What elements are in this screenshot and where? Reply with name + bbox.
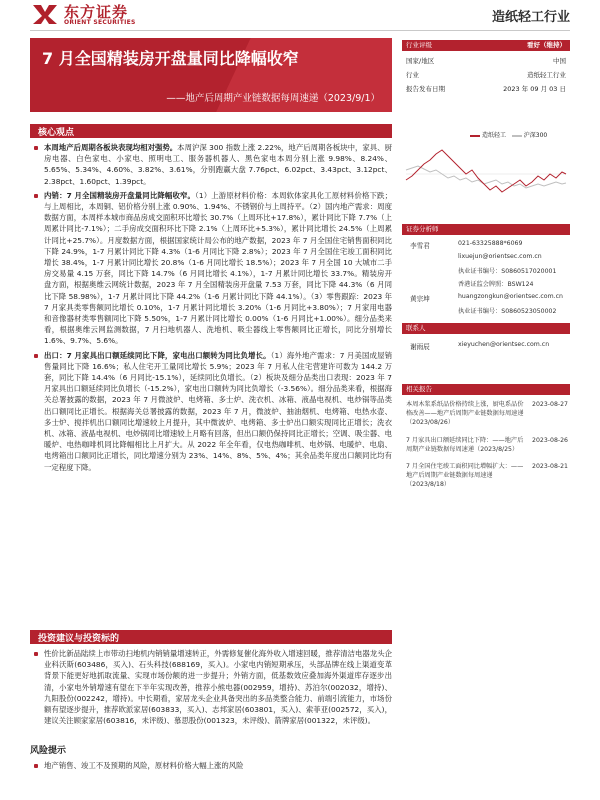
analyst-name: 黄宗坤 <box>410 295 430 303</box>
bullet-text: （1）上游原材料价格：本周软体家具化工原材料价格下跌；与上周相比，本周铜、铝价格分别上涨 0.90%、1.94%、不锈钢价与上周持平。（2）国内地产需求：周度数据方面，本周样本城市商品房成交面积环比增长 30.7%（上周环比+17.8%），累计同比下降 7.7%（上周累计同比-7.1%）；二手房成交面积环比下降 2.1%（上周环比+5.3%），累计同比增长 24.5%（上周累计同比+25.7%）。月度数据方面，根据国家统计局公布的地产数据，2023 年 7 月全国住宅销售面积同比下降 24.9%，1-7 月累计同比下降 4.3%（1-6 月同比下降 2.8%）；2023 年 7 月全国住宅竣工面积同比增长 38.4%，1-7 月累计同比增长 20.8%（1-6 月同比增长 18.5%）；2023 年 7 月全国 10 大城市二手房交易量 4.15 万套，同比下降 14.7%（6 月同比增长 4.1%），1-7 月累计同比增长 33.7%。精装房开盘方面，根据奥维云网统计数据，2023 年 7 月全国精装房开盘量 7.53 万套，同比下降 44.3%（6 月同比下降 58.98%），1-7 月累计同比下降 44.2%（1-6 月累计同比下降 44.1%）。（3）零售跟踪：2023 年 7 月家具类零售额同比增长 0.10%，1-7 月累计同比增长 3.20%（1-6 月同比+3.80%）；7 月家用电器和音像器材类零售额同比下降 5.50%，1-7 月累计同比增长 0.00%（1-6 月同比+1.00%）。细分品类来看，根据奥维云网监测数据，7 月扫地机器人、洗地机、吸尘器线上零售额同比正增长，同比分别增长 1.6%、9.7%、5.6%。 <box>44 190 392 346</box>
related-report-title[interactable]: 7 月全国住宅竣工面积同比增幅扩大：——地产后周期产业链数据每周速递（2023/8/18） <box>406 463 524 488</box>
brand-name-en: ORIENT SECURITIES <box>64 19 136 26</box>
series-line-index <box>406 166 566 188</box>
related-report-item[interactable] <box>402 400 570 430</box>
chart-legend <box>470 130 547 139</box>
info-key: 报告发布日期 <box>406 85 445 93</box>
bullet-text: 地产销售、竣工不及预期的风险，原材料价格大幅上涨的风险 <box>44 761 244 770</box>
brand-logo <box>30 2 160 28</box>
info-row-region <box>402 56 570 68</box>
header-divider <box>30 30 570 31</box>
bullet-text: 性价比新品陆续上市带动扫地机内销销量增速转正，外需修复催化海外收入增速回暖，推荐清洁电器龙头企业科沃斯(603486，买入)、石头科技(688169，买入)。小家电内销短期承压，头部品牌在线上渠道变革背景下能更好地抓取流量、实现市场份额的进一步提升；外销方面，低基数效应叠加海外渠道库存逐步出清，小家电外销增速有望在下半年实现改善，推荐小熊电器(002959，增持)、苏泊尔(002032，增持)、九阳股份(002242，增持)。中长期看，家居龙头企业具备突出的多品类整合能力、前端引流能力，市场份额有望逐步提升，推荐欧派家居(603833，买入)、志邦家居(603801，买入)、索菲亚(002572，买入)，建议关注顾家家居(603816，未评级)、慕思股份(001323，未评级)、箭牌家居(001322，未评级)。 <box>44 649 392 726</box>
report-subtitle: ——地产后周期产业链数据每周速递（2023/9/1） <box>166 93 380 104</box>
bullet-paragraph <box>30 648 392 726</box>
analyst-email[interactable]: lixuejun@orientsec.com.cn <box>458 253 542 260</box>
section-risk-label: 风险提示 <box>30 746 67 756</box>
related-report-item[interactable] <box>402 462 570 492</box>
report-title: 7 月全国精装房开盘量同比降幅收窄 <box>42 49 299 68</box>
section-core-points <box>30 124 392 138</box>
core-points-list <box>30 142 392 476</box>
risk-points-list <box>30 760 392 774</box>
section-invest-label: 投资建议与投资标的 <box>38 634 120 644</box>
analyst-hk-license: 香港证监会牌照：BSW124 <box>458 281 534 288</box>
brand-name-cn: 东方证券 <box>64 3 129 21</box>
rating-label: 行业评级 <box>406 41 432 49</box>
related-report-date: 2023-08-27 <box>532 401 568 408</box>
info-key: 行业 <box>406 71 419 79</box>
bullet-lead: 出口：7 月家具出口额延续同比下降，家电出口额转为同比负增长。 <box>44 350 271 360</box>
contact-header <box>402 323 570 334</box>
legend-label-index: 沪深300 <box>523 132 548 139</box>
performance-chart <box>402 140 570 208</box>
analyst-license: 执业证书编号：S0860517020001 <box>458 268 557 275</box>
rating-header <box>402 40 570 51</box>
analyst-name: 李雪君 <box>410 242 430 250</box>
related-report-title[interactable]: 本周木浆系纸品价格持续上涨，厨电系品价格改善——地产后周期产业链数据每周速递（2023/08/26） <box>406 401 524 426</box>
section-investment <box>30 630 392 644</box>
related-header-label: 相关报告 <box>406 385 432 393</box>
info-value: 造纸轻工行业 <box>527 71 566 79</box>
page-header <box>0 0 600 34</box>
related-report-title[interactable]: 7 月家具出口额延续同比下降：——地产后周期产业链数据每周速递（2023/8/25） <box>406 437 524 453</box>
contact-email[interactable]: xieyuchen@orientsec.com.cn <box>458 341 550 348</box>
bullet-text: （1）海外地产需求：7 月美国成屋销售量同比下降 16.6%；私人住宅开工量同比增长 5.9%；2023 年 7 月私人住宅营建许可数为 144.2 万套，同比下降 14.4%（6 月同比-15.1%），延续同比负增长。（2）板块及细分品类出口表现：2023 年 7 月家具出口额延续同比负增长（-15.2%），家电出口额转为同比负增长（-3.56%）。细分品类来看，根据海关总署披露的数据，2023 年 7 月微波炉、电烤箱、多士炉、洗衣机、冰箱、液晶电视机、电炒锅等品类出口额同比正增长。根据海关总署披露的数据，2023 年 7 月，微波炉、抽油烟机、电烤箱、电热水壶、多士炉、搅拌机出口额同比增速较上月提升，其中微波炉、电烤箱、多士炉出口额实现同比正增长；洗衣机、冰箱、液晶电视机、电炒锅同比增速较上月略有回落，但出口额仍保持同比正增长；空调、吸尘器、电暖炉、电热咖啡机同比降幅相比上月扩大。从 2022 年全年看，仅电热咖啡机、电炒锅、电暖炉、电扇、电烤箱出口额同比正增长，同比增速分别为 23%、14%、8%、5%、4%；其余品类年度出口额同比均有一定程度下降。 <box>44 350 393 472</box>
sector-title: 造纸轻工行业 <box>491 10 570 25</box>
info-row-date <box>402 84 570 96</box>
analyst-license: 执业证书编号：S0860523050002 <box>458 308 557 315</box>
info-value: 2023 年 09 月 03 日 <box>503 85 566 93</box>
brand-mark-icon <box>30 2 60 26</box>
analyst-header <box>402 224 570 235</box>
bullet-lead: 本周地产后周期各板块表现均相对强势。 <box>44 143 178 152</box>
rating-value: 看好（维持） <box>527 41 566 49</box>
report-title-banner <box>30 38 392 112</box>
info-row-industry <box>402 70 570 82</box>
contact-header-label: 联系人 <box>406 324 426 332</box>
info-key: 国家/地区 <box>406 57 435 65</box>
bullet-lead: 内销：7 月全国精装房开盘量同比降幅收窄。 <box>44 190 196 200</box>
legend-swatch-sector <box>470 135 480 137</box>
bullet-text: 本周沪深 300 指数上涨 2.22%，地产后周期各板块中，家具、厨房电器、白色家电、小家电、照明电工、服务器机器人、黑色家电本周分别上涨 9.98%、8.24%、5.65%、5.34%、4.60%、3.82%、3.61%，分别跑赢大盘 7.76pct、6.02pct、3.43pct、3.12pct、2.38pct、1.60pct、1.39pct。 <box>44 143 392 186</box>
invest-points-list <box>30 648 392 729</box>
related-header <box>402 384 570 395</box>
legend-swatch-index <box>512 135 522 137</box>
bullet-paragraph <box>30 190 392 347</box>
analyst-email[interactable]: huangzongkun@orientsec.com.cn <box>458 293 563 300</box>
analyst-phone: 021-63325888*6069 <box>458 240 523 247</box>
legend-label-sector: 造纸轻工 <box>482 132 507 139</box>
contact-name: 谢雨辰 <box>410 343 430 351</box>
related-report-date: 2023-08-21 <box>532 463 568 470</box>
bullet-paragraph <box>30 760 392 771</box>
section-core-label: 核心观点 <box>38 128 75 138</box>
analyst-header-label: 证券分析师 <box>406 225 439 233</box>
bullet-paragraph <box>30 350 392 473</box>
related-report-date: 2023-08-26 <box>532 437 568 444</box>
info-value: 中国 <box>553 57 566 65</box>
bullet-paragraph <box>30 142 392 187</box>
